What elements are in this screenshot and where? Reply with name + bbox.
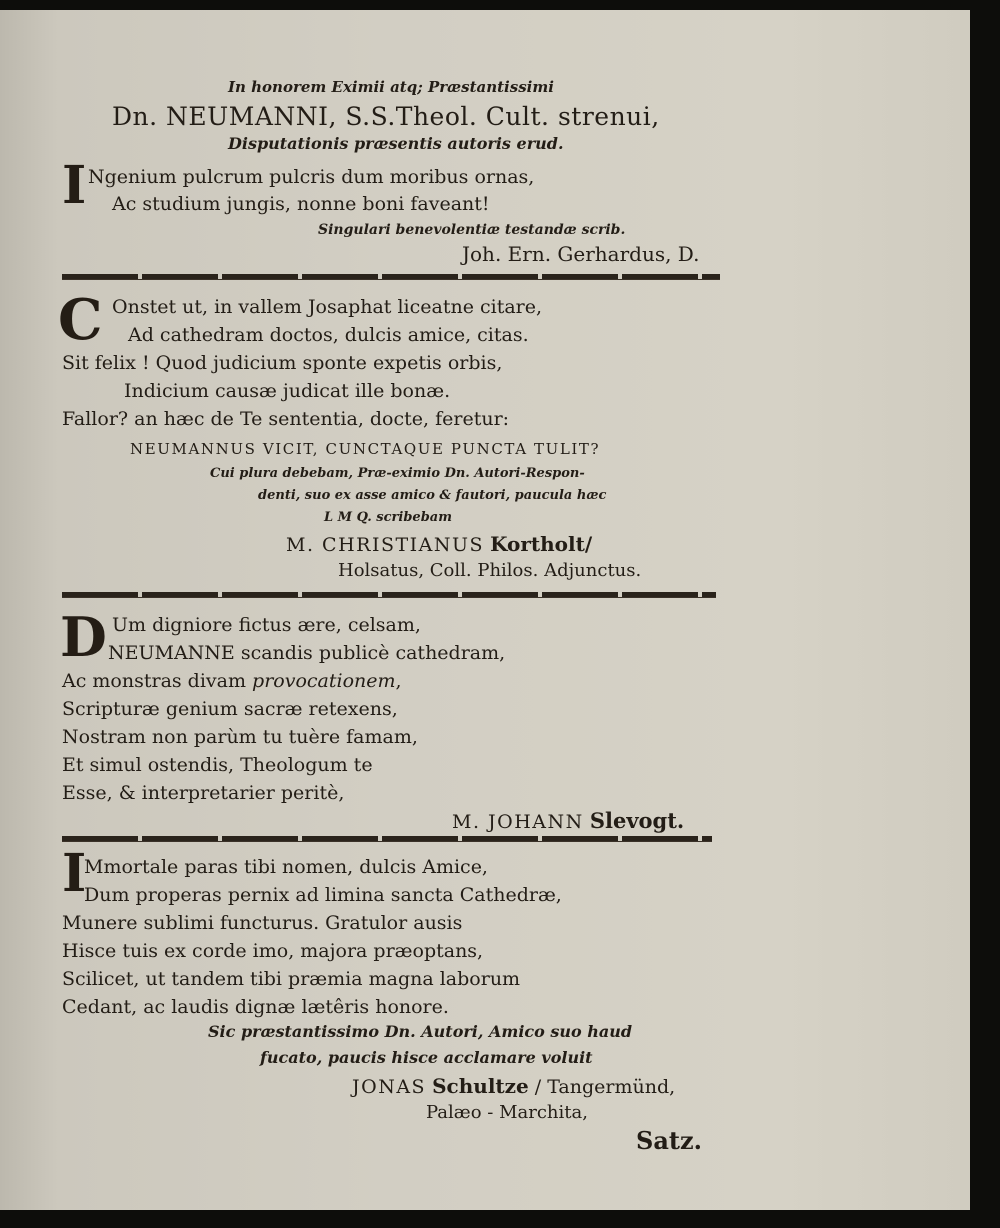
signature-prefix: M. CHRISTIANUS <box>286 534 485 556</box>
poem2-line-2: Ad cathedram doctos, dulcis amice, citas. <box>128 324 529 346</box>
poem4-note-2: fucato, paucis hisce acclamare voluit <box>260 1048 593 1067</box>
poem3-line-7: Esse, & interpretarier peritè, <box>62 782 345 804</box>
poem3-line-2: NEUMANNE scandis publicè cathedram, <box>108 642 506 664</box>
catchword: Satz. <box>636 1126 702 1155</box>
poem2-line-3: Sit felix ! Quod judicium sponte expetis orbis, <box>62 352 503 374</box>
poem1-line-2: Ac studium jungis, nonne boni faveant! <box>112 193 490 215</box>
poem4-line-6: Cedant, ac laudis dignæ lætêris honore. <box>62 996 449 1018</box>
poem3-line-3 <box>62 670 402 692</box>
signature-name-slevogt: Slevogt. <box>589 808 685 833</box>
poem3-line-3-text: Ac monstras divam <box>62 670 253 692</box>
poem4-signature-2: Palæo - Marchita, <box>426 1102 588 1123</box>
poem4-signature-1 <box>352 1074 675 1098</box>
poem3-line-4: Scripturæ genium sacræ retexens, <box>62 698 398 720</box>
dedication-line-2: Dn. NEUMANNI, S.S.Theol. Cult. strenui, <box>112 102 660 131</box>
dedication-line-3: Disputationis præsentis autoris erud. <box>228 134 564 153</box>
poem4-line-2: Dum properas pernix ad limina sancta Cathedræ, <box>84 884 562 906</box>
drop-cap-i: I <box>62 155 87 216</box>
signature-prefix: M. JOHANN <box>452 811 584 833</box>
poem4-note-1: Sic præstantissimo Dn. Autori, Amico suo haud <box>208 1022 633 1041</box>
poem4-line-4: Hisce tuis ex corde imo, majora præoptans, <box>62 940 484 962</box>
poem4-line-1: Mmortale paras tibi nomen, dulcis Amice, <box>84 856 488 878</box>
provocationem-word: provocationem <box>252 670 396 692</box>
signature-name-kortholt: Kortholt/ <box>490 532 593 556</box>
drop-cap-d: D <box>60 605 107 669</box>
poem2-line-4: Indicium causæ judicat ille bonæ. <box>124 380 451 402</box>
poem2-signature-2: Holsatus, Coll. Philos. Adjunctus. <box>338 560 642 581</box>
drop-cap-c: C <box>58 287 103 353</box>
poem2-line-6: NEUMANNUS VICIT, CUNCTAQUE PUNCTA TULIT? <box>130 440 601 458</box>
poem1-note: Singulari benevolentiæ testandæ scrib. <box>318 222 626 238</box>
poem2-line-1: Onstet ut, in vallem Josaphat liceatne citare, <box>112 296 543 318</box>
poem3-line-1: Um digniore fictus ære, celsam, <box>112 614 421 636</box>
poem2-note-1: Cui plura debebam, Præ-eximio Dn. Autori-Respon- <box>210 466 585 481</box>
signature-prefix: JONAS <box>352 1076 427 1098</box>
dedication-line-1: In honorem Eximii atq; Præstantissimi <box>228 78 554 96</box>
separator-rule-1 <box>62 274 720 280</box>
poem1-signature: Joh. Ern. Gerhardus, D. <box>462 242 700 266</box>
separator-rule-3 <box>62 836 712 842</box>
poem4-line-5: Scilicet, ut tandem tibi præmia magna laborum <box>62 968 521 990</box>
poem3-signature <box>452 808 684 833</box>
poem3-line-5: Nostram non parùm tu tuère famam, <box>62 726 418 748</box>
signature-place: / Tangermünd, <box>534 1076 676 1098</box>
poem2-signature-1 <box>286 532 592 556</box>
separator-rule-2 <box>62 592 716 598</box>
poem2-note-3: L M Q. scribebam <box>324 510 452 525</box>
poem2-line-5: Fallor? an hæc de Te sententia, docte, feretur: <box>62 408 510 430</box>
signature-name-schultze: Schultze <box>432 1074 529 1098</box>
comma: , <box>395 670 402 692</box>
drop-cap-i-2: I <box>62 843 87 904</box>
poem3-line-6: Et simul ostendis, Theologum te <box>62 754 373 776</box>
poem2-note-2: denti, suo ex asse amico & fautori, paucula hæc <box>258 488 607 503</box>
poem4-line-3: Munere sublimi functurus. Gratulor ausis <box>62 912 463 934</box>
poem1-line-1: Ngenium pulcrum pulcris dum moribus ornas, <box>88 166 535 188</box>
book-page <box>0 10 970 1210</box>
